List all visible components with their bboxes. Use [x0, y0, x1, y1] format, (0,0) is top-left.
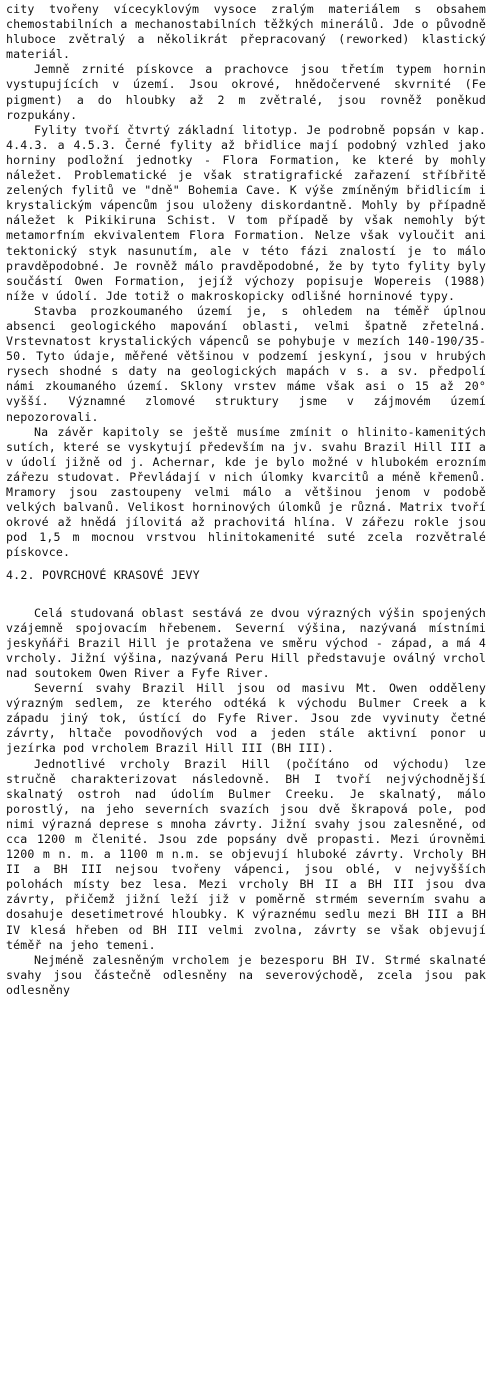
section-heading: 4.2. POVRCHOVÉ KRASOVÉ JEVY: [6, 568, 200, 583]
paragraph: Jednotlivé vrcholy Brazil Hill (počítáno od východu) lze stručně charakterizovat následovně. BH I tvoří nejvýchodnější skalnatý ostroh nad údolím Bulmer Creeku. Je skalnatý, málo porostlý, na jeho severních svazích jsou dvě škrapová pole, pod nimi výrazná deprese s mnoha závrty. Jižní svahy jsou zalesněné, od cca 1200 m členité. Jsou zde popsány dvě propasti. Mezi úrovněmi 1200 m n. m. a 1100 m n.m. se objevují hluboké závrty. Vrcholy BH II a BH III nejsou tvořeny vápenci, jsou oblé, v nejvyšších polohách místy bez lesa. Mezi vrcholy BH II a BH III jsou dva závrty, přičemž jižní leží již v poměrně strmém severním svahu a dosahuje desetimetrové hloubky. K výraznému sedlu mezi BH III a BH IV klesá hřeben od BH III velmi zvolna, závrty se však objevují téměř na jeho temeni.: [6, 756, 486, 952]
paragraph: Stavba prozkoumaného území je, s ohledem na téměř úplnou absenci geologického mapování oblasti, velmi špatně zřetelná. Vrstevnatost krystalických vápenců se pohybuje v mezích 140-190/35-50. Tyto údaje, měřené většinou v podzemí jeskyní, jsou v hrubých rysech shodné s daty na geologických mapách v s. a sv. předpolí námi zkoumaného území. Sklony vrstev máme však asi o 15 až 20° vyšší. Významné zlomové struktury jsme v zájmovém území nepozorovali.: [6, 303, 486, 424]
paragraph: Jemně zrnité pískovce a prachovce jsou třetím typem hornin vystupujících v území. Jsou okrové, hnědočervené skvrnité (Fe pigment) a do hloubky až 2 m zvětralé, jsou rovněž poněkud rozpukány.: [6, 62, 486, 122]
paragraph: Severní svahy Brazil Hill jsou od masivu Mt. Owen odděleny výrazným sedlem, ze kterého odtéká k východu Bulmer Creek a k západu jiný tok, ústící do Fyfe River. Jsou zde vyvinuty četné závrty, hltače povodňových vod a jeden stále aktivní ponor u jezírka pod vrcholem Brazil Hill III (BH III).: [6, 681, 486, 756]
paragraph: Celá studovaná oblast sestává ze dvou výrazných výšin spojených vzájemně spojovacím hřebenem. Severní výšina, nazývaná místními jeskyňáři Brazil Hill je protažena ve směru východ - západ, a má 4 vrcholy. Jižní výšina, nazývaná Peru Hill představuje oválný vrchol nad soutokem Owen River a Fyfe River.: [6, 605, 486, 680]
paragraph: Nejméně zalesněným vrcholem je bezesporu BH IV. Strmé skalnaté svahy jsou částečně odlesněny na severovýchodě, zcela jsou pak odlesněny: [6, 952, 486, 997]
paragraph: city tvořeny vícecyklovým vysoce zralým materiálem s obsahem chemostabilních a mechanostabilních těžkých minerálů. Jde o původně hluboce zvětralý a několikrát přepracovaný (reworked) klastický materiál.: [6, 2, 486, 62]
paragraph: Na závěr kapitoly se ještě musíme zmínit o hlinito-kamenitých sutích, které se vyskytují především na jv. svahu Brazil Hill III a v údolí jižně od j. Achernar, kde je bylo možné v hlubokém erozním zářezu studovat. Převládají v nich úlomky kvarcitů a méně křemenů. Mramory jsou zastoupeny velmi málo a většinou jenom v podobě velkých balvanů. Velikost horninových úlomků je různá. Matrix tvoří okrové až hnědá jílovitá až prachovitá hlína. V zářezu rokle jsou pod 1,5 m mocnou vrstvou hlinitokamenité suté zcela rozvětralé pískovce.: [6, 424, 486, 560]
paragraph: Fylity tvoří čtvrtý základní litotyp. Je podrobně popsán v kap. 4.4.3. a 4.5.3. Černé fylity až břidlice mají podobný vzhled jako horniny podložní jednotky - Flora Formation, ke které by mohly náležet. Problematické je však stratigrafické zařazení stříbřitě zelených fylitů ve "dně" Bohemia Cave. K výše zmíněným břidlicím i krystalickým vápencům jsou uloženy diskordantně. Mohly by případně náležet k Pikikiruna Schist. V tom případě by však nemohly být metamorfním ekvivalentem Flora Formation. Nelze však vyloučit ani tektonický styk nasunutím, ale v této fázi znalostí je to málo pravděpodobné. Je rovněž málo pravděpodobné, že by tyto fylity byly součástí Owen Formation, jejíž výchozy popisuje Wopereis (1988) níže v údolí. Jde totiž o makroskopicky odlišné horninové typy.: [6, 122, 486, 303]
